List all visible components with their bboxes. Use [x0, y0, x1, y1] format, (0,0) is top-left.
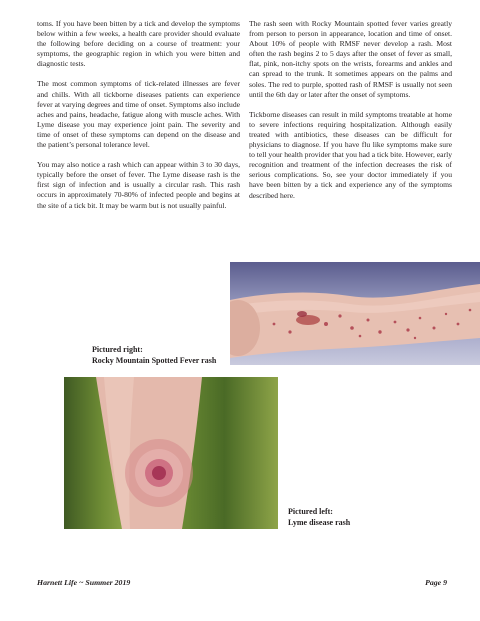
lyme-rash-photo: [64, 377, 278, 529]
paragraph: The most common symptoms of tick-related illnesses are fever and chills. With all tickborne diseases patients can experience fever at varying degrees and time of onset. Symptoms also include aches and pains, headache, fatigue along with muscle aches. With Lyme disease you may experience joint pain. The severity and time of onset of these symptoms can depend on the disease and the patient’s personal tolerance level.: [37, 79, 240, 150]
right-text-column: [249, 19, 452, 211]
caption-text: Lyme disease rash: [288, 517, 351, 527]
paragraph: The rash seen with Rocky Mountain spotted fever varies greatly from person to person in appearance, location and time of onset. About 10% of people with RMSF never develop a rash. Most often the rash begins 2 to 5 days after the onset of fever as small, flat, pink, non-itchy spots on the wrists, forearms and ankles and can spread to the trunk. It sometimes appears on the palms and soles. The red to purple, spotted rash of RMSF is usually not seen until the 6th day or later after the onset of symptoms.: [249, 19, 452, 99]
paragraph: You may also notice a rash which can appear within 3 to 30 days, typically before the onset of fever. The Lyme disease rash is the first sign of infection and is usually a circular rash. This rash occurs in approximately 70-80% of infected people and begins at the site of a tick bit. It may be warm but is not usually painful.: [37, 160, 240, 210]
paragraph: toms. If you have been bitten by a tick and develop the symptoms below within a few weeks, a health care provider should evaluate the following before deciding on a course of treatment: your symptoms, the geographic region in which you were bitten and diagnostic tests.: [37, 19, 240, 69]
caption-heading: Pictured left:: [288, 507, 333, 516]
rmsf-rash-illustration: [230, 262, 480, 365]
caption-heading: Pictured right:: [92, 345, 143, 354]
rmsf-photo-caption: [92, 345, 216, 366]
publication-footer: Harnett Life ~ Summer 2019: [37, 578, 131, 587]
left-text-column: [37, 19, 240, 221]
paragraph: Tickborne diseases can result in mild symptoms treatable at home to severe infections requiring hospitalization. Although easily treated with antibiotics, these diseases can be difficult for physicians to diagnose. If you have flu like symptoms make sure to tell your health provider that you had a tick bite. However, early recognition and treatment of the infection decreases the risk of serious complications. So, see your doctor immediately if you have been bitten by a tick and experience any of the symptoms described here.: [249, 109, 452, 200]
caption-text: Rocky Mountain Spotted Fever rash: [92, 355, 217, 365]
lyme-rash-illustration: [64, 377, 278, 529]
page-number: Page 9: [425, 578, 447, 587]
lyme-photo-caption: [288, 507, 350, 528]
rmsf-rash-photo: [230, 262, 480, 365]
